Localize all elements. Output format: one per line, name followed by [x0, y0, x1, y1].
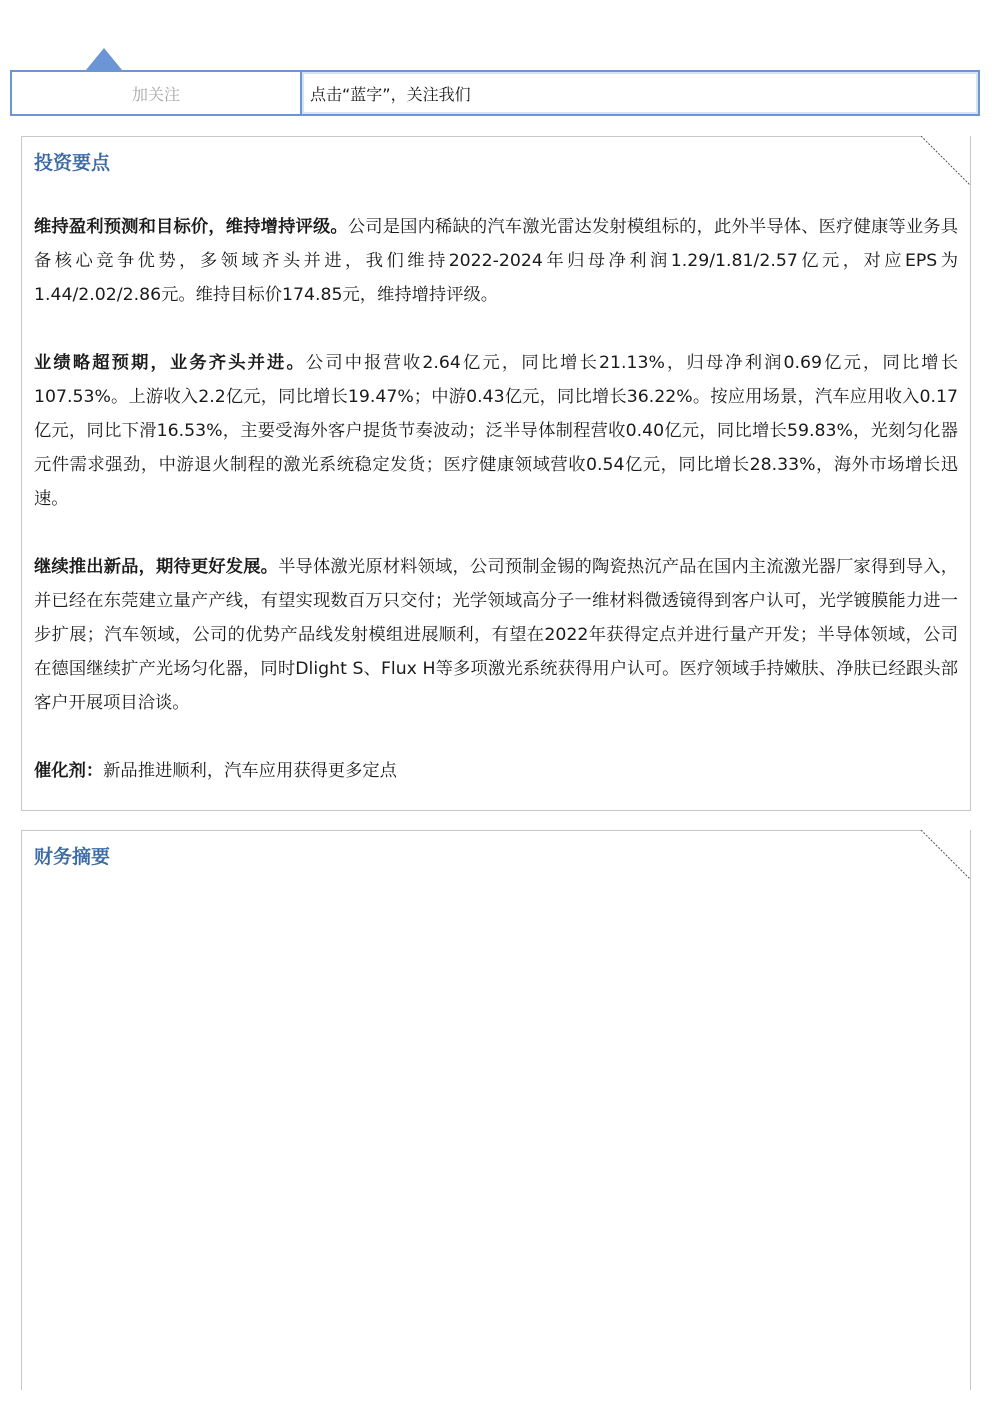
paragraph-lead: 业绩略超预期，业务齐头并进。 — [34, 353, 306, 373]
follow-prompt: 点击“蓝字”，关注我们 — [302, 72, 978, 114]
investment-highlights-panel — [21, 136, 971, 811]
paragraph-performance — [34, 346, 958, 516]
paragraph-new-products — [34, 550, 958, 720]
paragraph-catalyst — [34, 754, 958, 788]
follow-button[interactable]: 加关注 — [12, 72, 302, 114]
paragraph-body: 新品推进顺利，汽车应用获得更多定点 — [103, 761, 397, 781]
paragraph-rating — [34, 210, 958, 312]
paragraph-body: 半导体激光原材料领域，公司预制金锡的陶瓷热沉产品在国内主流激光器厂家得到导入，并已经在东莞建立量产产线，有望实现数百万只交付；光学领域高分子一维材料微透镜得到客户认可，光学镀膜能力进一步扩展；汽车领域，公司的优势产品线发射模组进展顺利，有望在2022年获得定点并进行量产开发；半导体领域，公司在德国继续扩产光场匀化器，同时Dlight S、Flux H等多项激光系统获得用户认可。医疗领域手持嫩肤、净肤已经跟头部客户开展项目洽谈。 — [34, 557, 958, 713]
section-title-finance: 财务摘要 — [34, 846, 111, 868]
paragraph-body: 公司是国内稀缺的汽车激光雷达发射模组标的，此外半导体、医疗健康等业务具备核心竞争优势，多领域齐头并进，我们维持2022-2024年归母净利润1.29/1.81/2.57亿元，对应EPS为1.44/2.02/2.86元。维持目标价174.85元，维持增持评级。 — [34, 217, 958, 305]
financial-summary-panel — [21, 830, 971, 1390]
folded-corner-decoration — [921, 830, 971, 880]
section-title-investment: 投资要点 — [34, 152, 111, 174]
follow-bar — [10, 70, 980, 116]
investment-content — [34, 210, 958, 788]
paragraph-lead: 维持盈利预测和目标价，维持增持评级。 — [34, 217, 348, 237]
folded-corner-decoration — [921, 136, 971, 186]
paragraph-lead: 继续推出新品，期待更好发展。 — [34, 557, 279, 577]
paragraph-body: 公司中报营收2.64亿元，同比增长21.13%，归母净利润0.69亿元，同比增长107.53%。上游收入2.2亿元，同比增长19.47%；中游0.43亿元，同比增长36.22%。按应用场景，汽车应用收入0.17亿元，同比下滑16.53%，主要受海外客户提货节奏波动；泛半导体制程营收0.40亿元，同比增长59.83%，光刻匀化器元件需求强劲，中游退火制程的激光系统稳定发货；医疗健康领域营收0.54亿元，同比增长28.33%，海外市场增长迅速。 — [34, 353, 958, 509]
follow-pointer-arrow — [86, 48, 122, 70]
paragraph-lead: 催化剂： — [34, 761, 104, 781]
